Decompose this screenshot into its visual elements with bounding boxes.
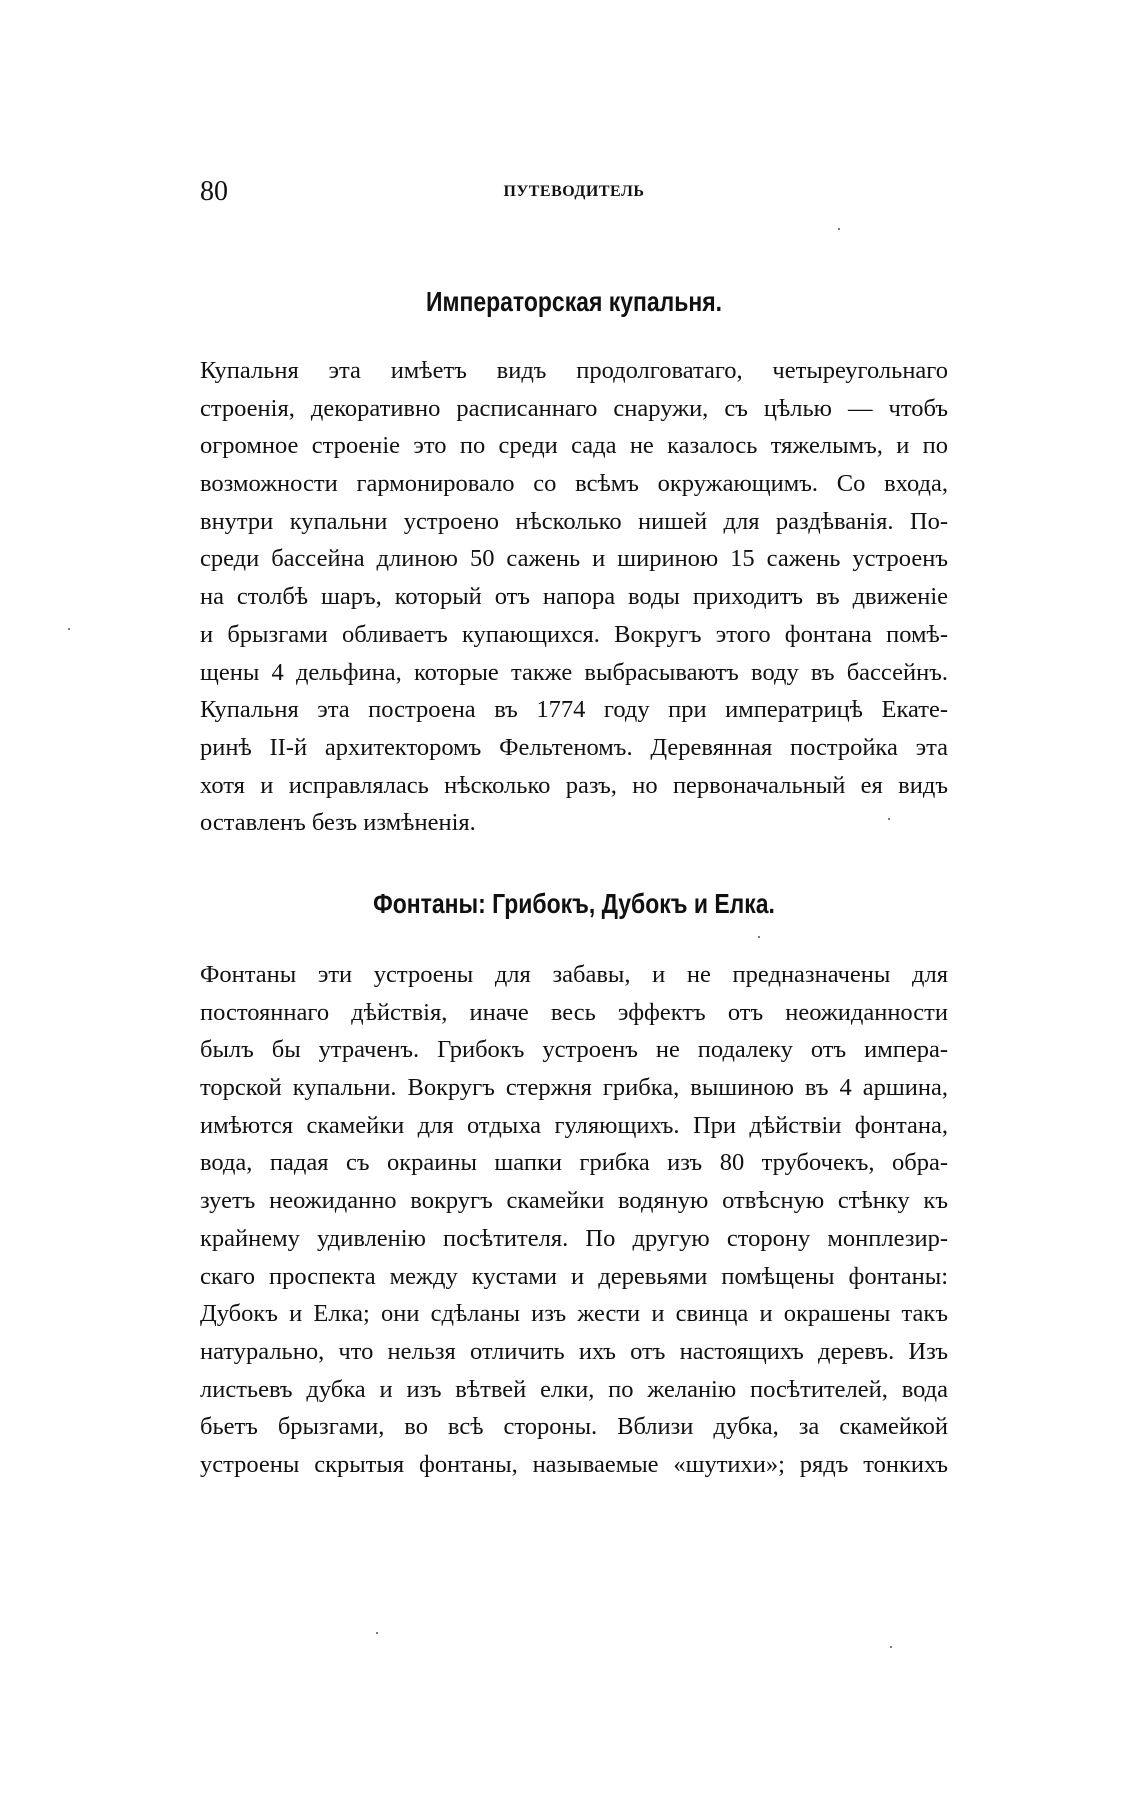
text-line: возможности гармонировало со всѣмъ окружающимъ. Со входа, bbox=[200, 470, 948, 498]
text-line: листьевъ дубка и изъ вѣтвей елки, по желанію посѣтителей, вода bbox=[200, 1375, 948, 1403]
text-line: оставленъ безъ измѣненія. bbox=[200, 809, 476, 837]
text-line: устроены скрытыя фонтаны, называемые «шутихи»; рядъ тонкихъ bbox=[200, 1450, 948, 1478]
text-line: натурально, что нельзя отличить ихъ отъ настоящихъ деревъ. Изъ bbox=[200, 1337, 948, 1365]
text-line: ринѣ II-й архитекторомъ Фельтеномъ. Деревянная постройка эта bbox=[200, 733, 948, 761]
text-line: зуетъ неожиданно вокругъ скамейки водяную отвѣсную стѣнку къ bbox=[200, 1187, 948, 1215]
text-line: щены 4 дельфина, которые также выбрасываютъ воду въ бассейнъ. bbox=[200, 658, 948, 686]
text-line: и брызгами обливаетъ купающихся. Вокругъ этого фонтана помѣ- bbox=[200, 620, 948, 648]
print-speck bbox=[888, 818, 890, 820]
text-line: огромное строеніе это по среди сада не казалось тяжелымъ, и по bbox=[200, 432, 948, 460]
text-line: вода, падая съ окраины шапки грибка изъ 80 трубочекъ, обра- bbox=[200, 1149, 948, 1177]
text-line: строенія, декоративно расписаннаго снаружи, съ цѣлью — чтобъ bbox=[200, 394, 948, 422]
text-line: бьетъ брызгами, во всѣ стороны. Вблизи дубка, за скамейкой bbox=[200, 1413, 948, 1441]
text-line: имѣются скамейки для отдыха гуляющихъ. При дѣйствіи фонтана, bbox=[200, 1111, 948, 1139]
section-title-imperial-bath: Императорская купальня. bbox=[426, 286, 722, 317]
text-line: Фонтаны эти устроены для забавы, и не предназначены для bbox=[200, 961, 948, 988]
text-line: былъ бы утраченъ. Грибокъ устроенъ не подалеку отъ импера- bbox=[200, 1036, 948, 1064]
page-header bbox=[200, 172, 948, 212]
text-line: Дубокъ и Елка; они сдѣланы изъ жести и свинца и окрашены такъ bbox=[200, 1300, 948, 1328]
print-speck bbox=[838, 228, 840, 230]
text-line: Купальня эта построена въ 1774 году при императрицѣ Екате- bbox=[200, 696, 948, 724]
text-line: постояннаго дѣйствія, иначе весь эффектъ отъ неожиданности bbox=[200, 998, 948, 1026]
text-line: хотя и исправлялась нѣсколько разъ, но первоначальный ея видъ bbox=[200, 771, 948, 799]
print-speck bbox=[376, 1632, 378, 1634]
page-number: 80 bbox=[200, 176, 228, 207]
print-speck bbox=[758, 936, 760, 938]
paragraph-imperial-bath bbox=[200, 352, 948, 842]
text-line: внутри купальни устроено нѣсколько нишей для раздѣванія. По- bbox=[200, 507, 948, 535]
text-line: крайнему удивленію посѣтителя. По другую сторону монплезир- bbox=[200, 1224, 948, 1252]
text-line: на столбѣ шаръ, который отъ напора воды приходитъ въ движеніе bbox=[200, 583, 948, 611]
text-line: среди бассейна длиною 50 сажень и шириною 15 сажень устроенъ bbox=[200, 545, 948, 573]
print-speck bbox=[890, 1646, 892, 1648]
running-title: ПУТЕВОДИТЕЛЬ bbox=[503, 183, 645, 200]
text-line: Купальня эта имѣетъ видъ продолговатаго, четыреугольнаго bbox=[200, 357, 948, 384]
print-speck bbox=[68, 628, 70, 630]
text-line: торской купальни. Вокругъ стержня грибка, вышиною въ 4 аршина, bbox=[200, 1074, 948, 1102]
paragraph-fountains bbox=[200, 956, 948, 1484]
text-line: скаго проспекта между кустами и деревьями помѣщены фонтаны: bbox=[200, 1262, 948, 1290]
section-title-fountains: Фонтаны: Грибокъ, Дубокъ и Елка. bbox=[373, 888, 775, 919]
